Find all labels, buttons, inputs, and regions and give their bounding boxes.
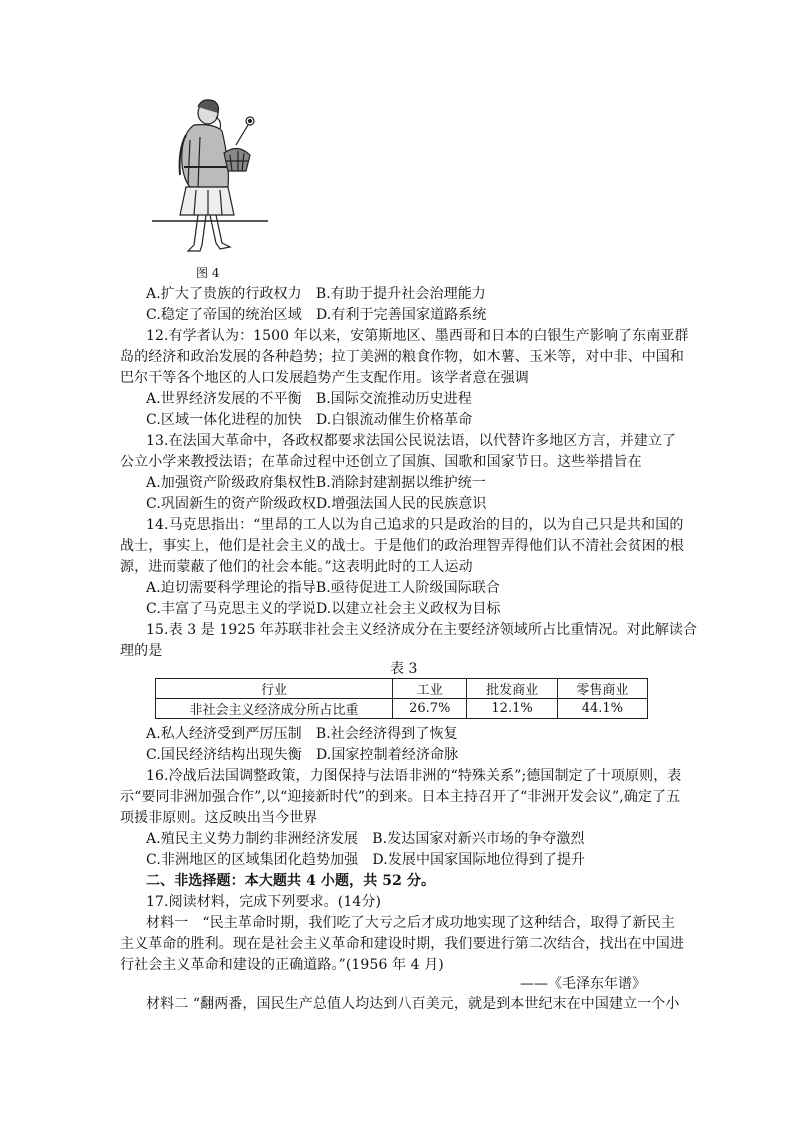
q14-text-line3: 源，进而蒙蔽了他们的社会本能。”这表明此时的工人运动 [120,559,473,575]
q13-options-line1: A.加强资产阶级政府集权性B.消除封建割据以维护统一 [146,475,486,491]
q15-text-line2: 理的是 [120,643,163,659]
q16-text-line1: 16.冷战后法国调整政策，力图保持与法语非洲的“特殊关系”;德国制定了十项原则，表 [146,768,682,784]
q16-text-line3: 项援非原则。这反映出当今世界 [120,810,318,826]
q11-options-line2: C.稳定了帝国的统治区域 D.有利于完善国家道路系统 [146,307,487,323]
q13-options-line2: C.巩固新生的资产阶级政权D.增强法国人民的民族意识 [146,496,487,512]
q15-options-line1: A.私人经济受到严厉压制 B.社会经济得到了恢复 [146,726,458,742]
q12-text-line1: 12.有学者认为：1500 年以来，安第斯地区、墨西哥和日本的白银生产影响了东南亚群 [146,328,689,344]
q17-material1-line1: 材料一 “民主革命时期，我们吃了大亏之后才成功地实现了这种结合，取得了新民主 [146,915,675,931]
table-header-cell: 批发商业 [467,679,557,699]
q14-text-line2: 战士，事实上，他们是社会主义的战士。于是他们的政治理智弄得他们认不清社会贫困的根 [120,538,684,554]
figure-illustration [150,95,270,260]
table-row [156,699,648,719]
q12-options-line2: C.区域一体化进程的加快 D.白银流动催生价格革命 [146,412,473,428]
q14-options-line1: A.迫切需要科学理论的指导B.亟待促进工人阶级国际联合 [146,580,500,596]
table-header-cell: 工业 [393,679,467,699]
q17-material1-line2: 主义革命的胜利。现在是社会主义革命和建设时期，我们要进行第二次结合，找出在中国进 [120,936,684,952]
q14-text-line1: 14.马克思指出：“里昂的工人以为自己追求的只是政治的目的，以为自己只是共和国的 [146,517,684,533]
q17-text-line1: 17.阅读材料，完成下列要求。(14分) [146,894,382,910]
table-cell: 44.1% [557,699,647,719]
q17-material1-line3: 行社会主义革命和建设的正确道路。”(1956 年 4 月) [120,957,444,973]
q11-options-line1: A.扩大了贵族的行政权力 B.有助于提升社会治理能力 [146,286,486,302]
q15-text-line1: 15.表 3 是 1925 年苏联非社会主义经济成分在主要经济领域所占比重情况。对此解读合 [146,622,698,638]
table-cell: 12.1% [467,699,557,719]
table-title: 表 3 [390,661,418,677]
q16-options-line2: C.非洲地区的区域集团化趋势加强 D.发展中国家国际地位得到了提升 [146,852,586,868]
q16-options-line1: A.殖民主义势力制约非洲经济发展 B.发达国家对新兴市场的争夺激烈 [146,831,585,847]
q17-material2-line1: 材料二 “翻两番，国民生产总值人均达到八百美元，就是到本世纪末在中国建立一个小 [146,996,680,1012]
q13-text-line2: 公立小学来教授法语；在革命过程中还创立了国旗、国歌和国家节日。这些举措旨在 [120,454,642,470]
q13-text-line1: 13.在法国大革命中，各政权都要求法国公民说法语，以代替许多地区方言，并建立了 [146,433,677,449]
q12-options-line1: A.世界经济发展的不平衡 B.国际交流推动历史进程 [146,391,472,407]
q15-options-line2: C.国民经济结构出现失衡 D.国家控制着经济命脉 [146,747,459,763]
table-cell: 非社会主义经济成分所占比重 [156,699,393,719]
q14-options-line2: C.丰富了马克思主义的学说D.以建立社会主义政权为目标 [146,601,501,617]
section-heading: 二、非选择题：本大题共 4 小题，共 52 分。 [146,873,436,889]
q12-text-line3: 巴尔干等各个地区的人口发展趋势产生支配作用。该学者意在强调 [120,370,529,386]
figure-caption: 图 4 [196,266,220,280]
q16-text-line2: 示“要同非洲加强合作”,以“迎接新时代”的到来。日本主持召开了“非洲开发会议”,确定了五 [120,789,681,805]
q12-text-line2: 岛的经济和政治发展的各种趋势；拉丁美洲的粮食作物，如木薯、玉米等，对中非、中国和 [120,349,684,365]
data-table [155,678,648,719]
table-header-row [156,679,648,699]
table-cell: 26.7% [393,699,467,719]
q17-material1-source: ——《毛泽东年谱》 [520,976,646,992]
table-header-cell: 零售商业 [557,679,647,699]
table-header-cell: 行业 [156,679,393,699]
